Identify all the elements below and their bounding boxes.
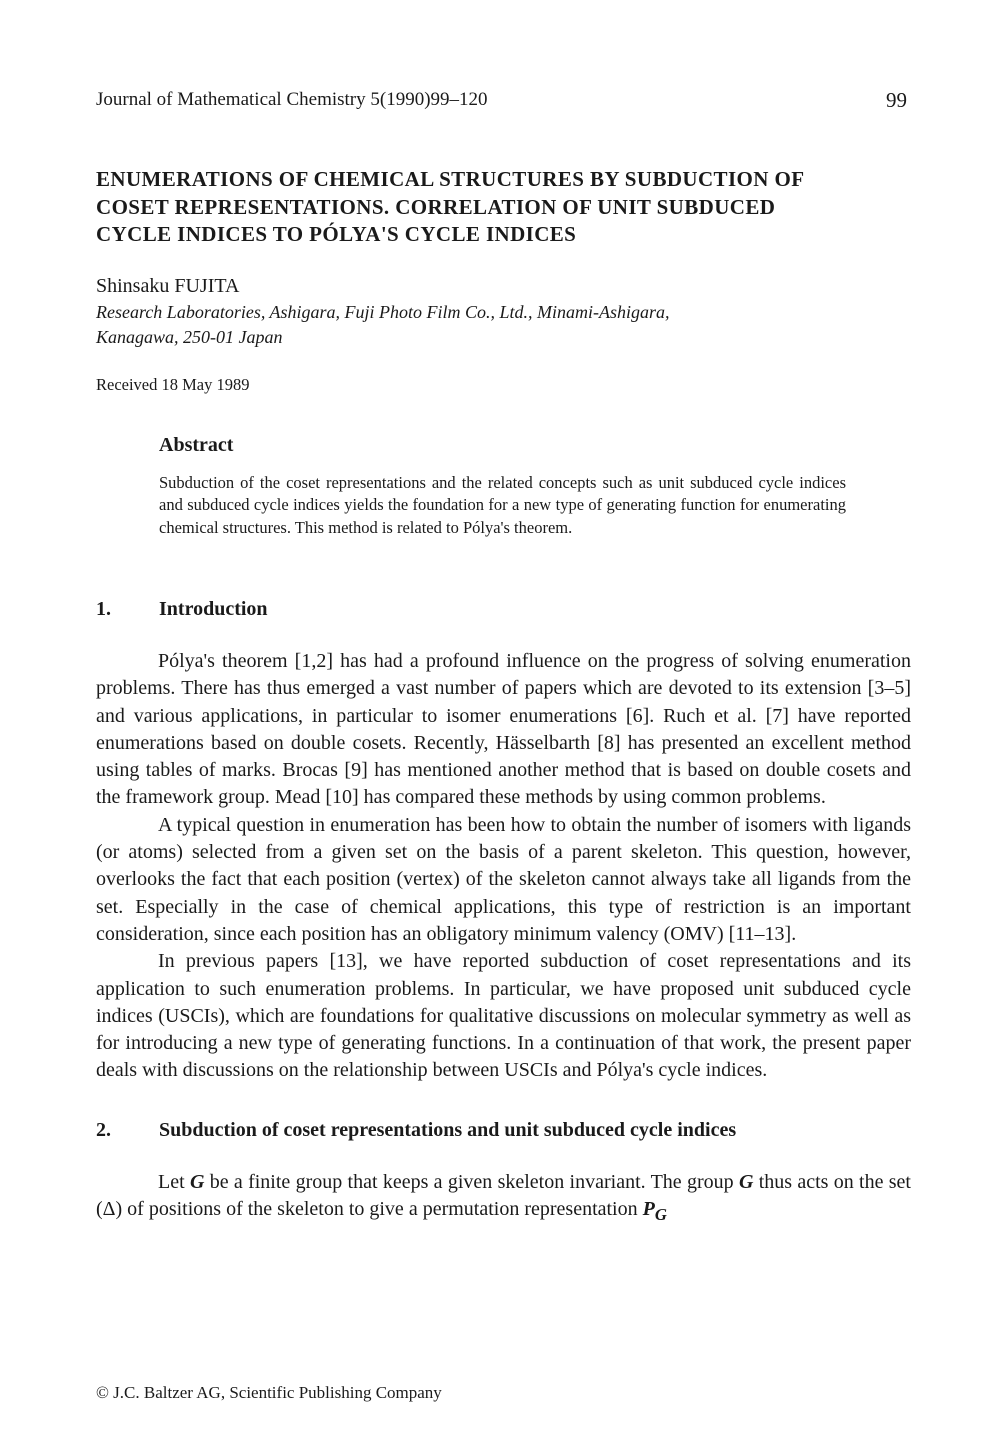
group-symbol: G bbox=[738, 1170, 754, 1193]
running-head bbox=[96, 88, 911, 112]
affiliation-line-1: Research Laboratories, Ashigara, Fuji Photo Film Co., Ltd., Minami-Ashigara, bbox=[96, 301, 670, 322]
author-affiliation bbox=[96, 300, 911, 350]
abstract-text: Subduction of the coset representations and the related concepts such as unit subduced cycle indices and subduced cycle indices yields the foundation for a new type of generating function for enumerating chemical structures. This method is related to Pólya's theorem. bbox=[159, 472, 846, 537]
section-title: Subduction of coset representations and unit subduced cycle indices bbox=[159, 1118, 737, 1141]
intro-paragraph-2: A typical question in enumeration has been how to obtain the number of isomers with ligands (or atoms) selected from a given set on the basis of a parent skeleton. This question, however, overlooks the fact that each position (vertex) of the skeleton cannot always take all ligands from the set. Especially in the case of chemical applications, this type of restriction is an important consideration, since each position has an obligatory minimum valency (OMV) [11–13]. bbox=[96, 813, 911, 945]
affiliation-line-2: Kanagawa, 250-01 Japan bbox=[96, 326, 283, 347]
paper-title bbox=[96, 166, 911, 249]
title-line-2: COSET REPRESENTATIONS. CORRELATION OF UNIT SUBDUCED bbox=[96, 194, 776, 219]
copyright-footer: © J.C. Baltzer AG, Scientific Publishing Company bbox=[96, 1383, 442, 1402]
abstract-heading: Abstract bbox=[159, 433, 234, 456]
intro-paragraph-1: Pólya's theorem [1,2] has had a profound influence on the progress of solving enumeration problems. There has thus emerged a vast number of papers which are devoted to its extension [3–5] and various applications, in particular to isomer enumerations [6]. Ruch et al. [7] have reported enumerations based on double cosets. Recently, Hässelbarth [8] has presented an excellent method using tables of marks. Brocas [9] has mentioned another method that is based on double cosets and the framework group. Mead [10] has compared these methods by using common problems. bbox=[96, 650, 911, 809]
section-1-heading bbox=[96, 596, 911, 622]
title-line-3: CYCLE INDICES TO PÓLYA'S CYCLE INDICES bbox=[96, 222, 577, 246]
page-number: 99 bbox=[886, 88, 907, 112]
intro-paragraph-3: In previous papers [13], we have reported subduction of coset representations and its application to such enumeration problems. In particular, we have proposed unit subduced cycle indices (USCIs), which are foundations for qualitative discussions on molecular symmetry as well as for introducing a new type of generating functions. In a continuation of that work, the present paper deals with discussions on the relationship between USCIs and Pólya's cycle indices. bbox=[96, 950, 911, 1082]
section-number: 1. bbox=[96, 598, 111, 620]
section-2-paragraph bbox=[96, 1169, 911, 1229]
author-name: Shinsaku FUJITA bbox=[96, 274, 240, 297]
section-number: 2. bbox=[96, 1118, 111, 1141]
group-symbol: G bbox=[189, 1170, 205, 1193]
paper-page bbox=[96, 88, 911, 1228]
text-run: thus acts on the set (Δ) of positions of the skeleton to give a permutation representation bbox=[96, 1170, 911, 1221]
received-date: Received 18 May 1989 bbox=[96, 374, 250, 394]
section-2-heading bbox=[96, 1117, 911, 1143]
text-run: Let bbox=[158, 1170, 190, 1193]
journal-citation: Journal of Mathematical Chemistry 5(1990)99–120 bbox=[96, 89, 488, 110]
permutation-subscript: G bbox=[654, 1205, 667, 1225]
title-line-1: ENUMERATIONS OF CHEMICAL STRUCTURES BY SUBDUCTION OF bbox=[96, 167, 805, 191]
section-title: Introduction bbox=[159, 598, 268, 620]
permutation-symbol: P bbox=[642, 1198, 655, 1221]
text-run: be a finite group that keeps a given skeleton invariant. The group bbox=[204, 1170, 739, 1193]
